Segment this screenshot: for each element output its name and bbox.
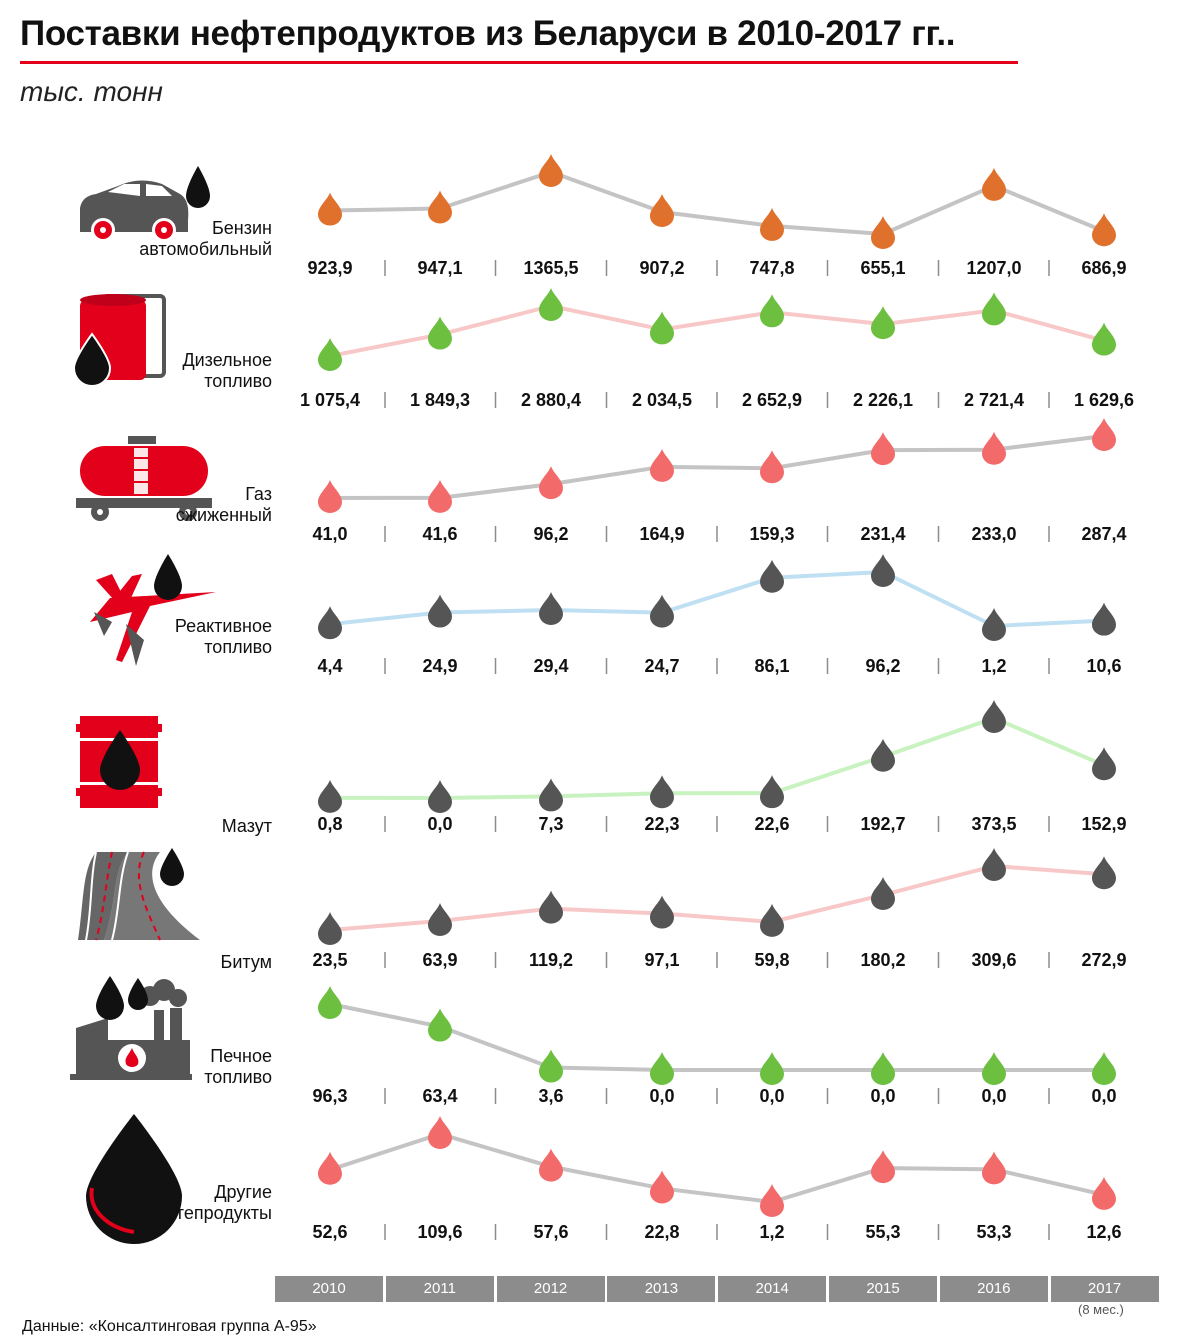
data-point-marker bbox=[982, 1052, 1006, 1085]
data-value-label: 22,8 bbox=[644, 1222, 680, 1242]
data-value-label: 22,3 bbox=[644, 814, 680, 834]
series-label-line: топливо bbox=[204, 1067, 272, 1087]
data-value-label: 96,3 bbox=[312, 1086, 348, 1106]
data-value-label: 41,6 bbox=[422, 524, 458, 544]
data-point-marker bbox=[650, 896, 674, 929]
data-point-marker bbox=[318, 338, 342, 371]
series-5 bbox=[318, 700, 1116, 832]
data-value-label: 63,4 bbox=[422, 1086, 458, 1106]
data-point-marker bbox=[982, 432, 1006, 465]
data-point-marker bbox=[650, 1170, 674, 1203]
series-label bbox=[42, 218, 272, 260]
data-point-marker bbox=[650, 1052, 674, 1085]
data-point-marker bbox=[318, 606, 342, 639]
data-point-marker bbox=[318, 912, 342, 945]
data-value-label: 1,2 bbox=[759, 1222, 785, 1242]
data-point-marker bbox=[428, 317, 452, 350]
series-label bbox=[42, 484, 272, 526]
data-value-label: 0,0 bbox=[1091, 1086, 1117, 1106]
data-value-label: 2 226,1 bbox=[852, 390, 914, 410]
data-point-marker bbox=[650, 449, 674, 482]
data-value-label: 22,6 bbox=[754, 814, 790, 834]
data-value-label: 0,0 bbox=[649, 1086, 675, 1106]
data-point-marker bbox=[1092, 1177, 1116, 1210]
data-point-marker bbox=[318, 1152, 342, 1185]
series-label bbox=[42, 350, 272, 392]
data-value-label: 907,2 bbox=[639, 258, 685, 278]
data-value-label: 119,2 bbox=[528, 950, 574, 970]
data-value-label: 1,2 bbox=[981, 656, 1007, 676]
data-point-marker bbox=[650, 595, 674, 628]
x-tick-label: 2013 bbox=[607, 1276, 715, 1302]
data-value-label: 1 075,4 bbox=[299, 390, 361, 410]
data-value-label: 1 849,3 bbox=[409, 390, 471, 410]
data-value-label: 96,2 bbox=[865, 656, 901, 676]
data-point-marker bbox=[982, 1151, 1006, 1184]
series-label-line: Газ bbox=[245, 484, 272, 504]
data-point-marker bbox=[871, 554, 895, 587]
data-value-label: 2 652,9 bbox=[741, 390, 803, 410]
data-point-marker bbox=[1092, 213, 1116, 246]
data-value-label: 159,3 bbox=[749, 524, 795, 544]
data-value-label: 23,5 bbox=[312, 950, 348, 970]
data-point-marker bbox=[428, 1009, 452, 1042]
data-value-label: 1 629,6 bbox=[1073, 390, 1135, 410]
data-value-label: 0,8 bbox=[317, 814, 343, 834]
data-point-marker bbox=[539, 1149, 563, 1182]
data-point-marker bbox=[539, 1050, 563, 1083]
data-value-label: 10,6 bbox=[1086, 656, 1122, 676]
data-value-label: 686,9 bbox=[1081, 258, 1127, 278]
series-label-line: Битум bbox=[220, 952, 272, 972]
data-point-marker bbox=[871, 877, 895, 910]
data-point-marker bbox=[760, 208, 784, 241]
series-label bbox=[42, 616, 272, 658]
data-value-label: 109,6 bbox=[417, 1222, 463, 1242]
data-point-marker bbox=[760, 904, 784, 937]
series-label-line: Реактивное bbox=[174, 616, 272, 636]
series-label-line: топливо bbox=[204, 637, 272, 657]
data-point-marker bbox=[428, 1116, 452, 1149]
data-point-marker bbox=[318, 480, 342, 513]
series-label bbox=[42, 952, 272, 973]
data-value-label: 1365,5 bbox=[523, 258, 579, 278]
data-value-label: 2 880,4 bbox=[520, 390, 582, 410]
data-value-label: 164,9 bbox=[639, 524, 685, 544]
chart-subtitle: тыс. тонн bbox=[20, 76, 163, 107]
data-point-marker bbox=[650, 194, 674, 227]
data-point-marker bbox=[1092, 418, 1116, 451]
series-label-line: Печное bbox=[210, 1046, 272, 1066]
data-value-label: 2 721,4 bbox=[963, 390, 1025, 410]
data-point-marker bbox=[760, 560, 784, 593]
data-point-marker bbox=[539, 288, 563, 321]
x-tick-label: 2011 bbox=[386, 1276, 494, 1302]
data-value-label: 655,1 bbox=[860, 258, 906, 278]
data-point-marker bbox=[982, 608, 1006, 641]
data-value-label: 180,2 bbox=[860, 950, 906, 970]
data-value-label: 86,1 bbox=[754, 656, 790, 676]
series-label-line: автомобильный bbox=[139, 239, 272, 259]
data-value-label: 52,6 bbox=[312, 1222, 348, 1242]
data-value-label: 231,4 bbox=[860, 524, 906, 544]
data-value-label: 192,7 bbox=[860, 814, 906, 834]
data-point-marker bbox=[539, 778, 563, 811]
data-point-marker bbox=[871, 1052, 895, 1085]
data-point-marker bbox=[982, 700, 1006, 733]
data-value-label: 747,8 bbox=[749, 258, 795, 278]
data-value-label: 272,9 bbox=[1081, 950, 1127, 970]
data-point-marker bbox=[539, 891, 563, 924]
data-value-label: 0,0 bbox=[870, 1086, 896, 1106]
data-point-marker bbox=[760, 775, 784, 808]
data-value-label: 373,5 bbox=[971, 814, 1017, 834]
series-label bbox=[42, 1182, 272, 1224]
data-value-label: 2 034,5 bbox=[631, 390, 693, 410]
data-point-marker bbox=[982, 292, 1006, 325]
data-value-label: 287,4 bbox=[1081, 524, 1127, 544]
data-point-marker bbox=[428, 780, 452, 813]
data-value-label: 57,6 bbox=[533, 1222, 569, 1242]
data-value-label: 0,0 bbox=[427, 814, 453, 834]
data-point-marker bbox=[982, 168, 1006, 201]
data-point-marker bbox=[760, 1052, 784, 1085]
data-point-marker bbox=[1092, 323, 1116, 356]
data-point-marker bbox=[760, 1184, 784, 1217]
data-point-marker bbox=[1092, 747, 1116, 780]
data-point-marker bbox=[1092, 856, 1116, 889]
data-value-label: 24,7 bbox=[644, 656, 680, 676]
data-point-marker bbox=[871, 306, 895, 339]
data-value-label: 55,3 bbox=[865, 1222, 901, 1242]
data-value-label: 947,1 bbox=[417, 258, 463, 278]
data-point-marker bbox=[428, 480, 452, 513]
data-point-marker bbox=[871, 432, 895, 465]
chart-title: Поставки нефтепродуктов из Беларуси в 2010-2017 гг.. bbox=[20, 14, 956, 53]
data-point-marker bbox=[428, 903, 452, 936]
oil-drop-icon bbox=[86, 1114, 182, 1244]
data-point-marker bbox=[871, 216, 895, 249]
series-label bbox=[42, 1046, 272, 1088]
data-value-label: 233,0 bbox=[971, 524, 1017, 544]
data-value-label: 0,0 bbox=[759, 1086, 785, 1106]
data-value-label: 7,3 bbox=[538, 814, 564, 834]
data-point-marker bbox=[539, 154, 563, 187]
data-point-marker bbox=[428, 595, 452, 628]
data-value-label: 53,3 bbox=[976, 1222, 1012, 1242]
data-value-label: 4,4 bbox=[317, 656, 343, 676]
data-point-marker bbox=[650, 775, 674, 808]
x-tick-label: 2014 bbox=[718, 1276, 826, 1302]
data-point-marker bbox=[982, 848, 1006, 881]
data-value-label: 309,6 bbox=[971, 950, 1017, 970]
series-label-line: Мазут bbox=[221, 816, 272, 836]
partial-year-note: (8 мес.) bbox=[1078, 1302, 1124, 1317]
data-value-label: 96,2 bbox=[533, 524, 569, 544]
data-value-label: 24,9 bbox=[422, 656, 458, 676]
data-point-marker bbox=[539, 592, 563, 625]
data-point-marker bbox=[1092, 1052, 1116, 1085]
data-value-label: 29,4 bbox=[533, 656, 569, 676]
x-tick-label: 2017 bbox=[1051, 1276, 1159, 1302]
data-point-marker bbox=[650, 311, 674, 344]
data-value-label: 59,8 bbox=[754, 950, 790, 970]
barrel-icon bbox=[76, 716, 162, 808]
data-point-marker bbox=[318, 986, 342, 1019]
data-value-label: 3,6 bbox=[538, 1086, 564, 1106]
series-label-line: Дизельное bbox=[182, 350, 272, 370]
road-icon bbox=[78, 848, 200, 940]
x-tick-label: 2012 bbox=[497, 1276, 605, 1302]
series-label-line: нефтепродукты bbox=[141, 1203, 272, 1223]
series-label-line: Другие bbox=[214, 1182, 272, 1202]
data-point-marker bbox=[760, 294, 784, 327]
data-value-label: 923,9 bbox=[307, 258, 353, 278]
data-value-label: 97,1 bbox=[644, 950, 680, 970]
series-label bbox=[42, 816, 272, 837]
data-point-marker bbox=[1092, 603, 1116, 636]
x-tick-label: 2015 bbox=[829, 1276, 937, 1302]
x-tick-label: 2010 bbox=[275, 1276, 383, 1302]
data-point-marker bbox=[760, 450, 784, 483]
data-value-label: 63,9 bbox=[422, 950, 458, 970]
data-value-label: 152,9 bbox=[1081, 814, 1127, 834]
data-point-marker bbox=[871, 739, 895, 772]
x-tick-label: 2016 bbox=[940, 1276, 1048, 1302]
chart-rows bbox=[318, 154, 1116, 1240]
data-point-marker bbox=[318, 780, 342, 813]
data-point-marker bbox=[428, 191, 452, 224]
data-value-label: 12,6 bbox=[1086, 1222, 1122, 1242]
data-point-marker bbox=[871, 1150, 895, 1183]
data-point-marker bbox=[318, 193, 342, 226]
data-point-marker bbox=[539, 466, 563, 499]
data-source: Данные: «Консалтинговая группа А-95» bbox=[22, 1318, 317, 1335]
series-label-line: Бензин bbox=[211, 218, 272, 238]
data-value-label: 41,0 bbox=[312, 524, 348, 544]
series-label-line: сжиженный bbox=[175, 505, 272, 525]
data-value-label: 0,0 bbox=[981, 1086, 1007, 1106]
series-label-line: топливо bbox=[204, 371, 272, 391]
data-value-label: 1207,0 bbox=[966, 258, 1022, 278]
